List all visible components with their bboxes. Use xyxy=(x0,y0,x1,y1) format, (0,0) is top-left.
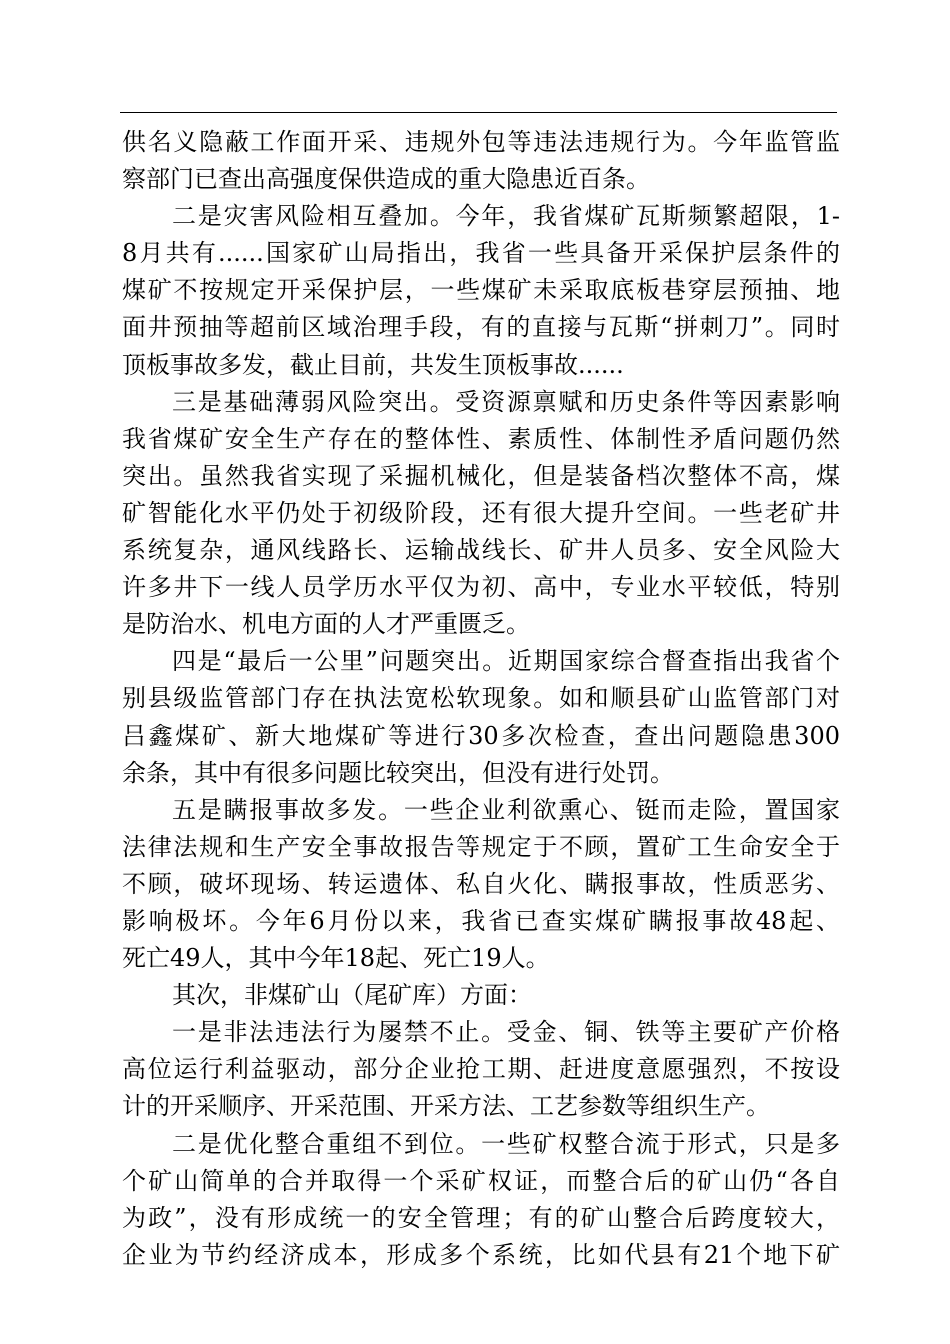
text-line: 供名义隐蔽工作面开采、违规外包等违法违规行为。今年监管监 xyxy=(122,128,840,156)
paragraph-first-line: 二是灾害风险相互叠加。今年，我省煤矿瓦斯频繁超限，1- xyxy=(172,202,840,231)
text-line: 突出。虽然我省实现了采掘机械化，但是装备档次整体不高，煤 xyxy=(122,461,840,490)
text-line: 为政”，没有形成统一的安全管理；有的矿山整合后跨度较大， xyxy=(122,1203,840,1232)
text-line: 许多井下一线人员学历水平仅为初、高中，专业水平较低，特别 xyxy=(122,573,840,602)
text-line: 吕鑫煤矿、新大地煤矿等进行30多次检查，查出问题隐患300 xyxy=(122,721,840,750)
text-line: 煤矿不按规定开采保护层，一些煤矿未采取底板巷穿层预抽、地 xyxy=(122,276,840,305)
paragraph-first-line: 其次，非煤矿山（尾矿库）方面： xyxy=(172,981,532,1010)
text-line: 顶板事故多发，截止目前，共发生顶板事故...... xyxy=(122,350,624,379)
text-line: 死亡49人，其中今年18起、死亡19人。 xyxy=(122,944,550,973)
text-line: 矿智能化水平仍处于初级阶段，还有很大提升空间。一些老矿井 xyxy=(122,498,840,527)
paragraph-first-line: 四是“最后一公里”问题突出。近期国家综合督查指出我省个 xyxy=(172,647,840,676)
text-line: 面井预抽等超前区域治理手段，有的直接与瓦斯“拼刺刀”。同时 xyxy=(122,313,840,342)
text-line: 企业为节约经济成本，形成多个系统，比如代县有21个地下矿 xyxy=(122,1240,840,1269)
text-line: 系统复杂，通风线路长、运输战线长、矿井人员多、安全风险大 xyxy=(122,536,840,565)
text-line: 影响极坏。今年6月份以来，我省已查实煤矿瞒报事故48起、 xyxy=(122,906,840,935)
text-line: 是防治水、机电方面的人才严重匮乏。 xyxy=(122,610,530,639)
document-body xyxy=(122,124,840,1274)
paragraph-first-line: 二是优化整合重组不到位。一些矿权整合流于形式，只是多 xyxy=(172,1129,840,1158)
paragraph-first-line: 一是非法违法行为屡禁不止。受金、铜、铁等主要矿产价格 xyxy=(172,1018,840,1047)
text-line: 不顾，破坏现场、转运遗体、私自火化、瞒报事故，性质恶劣、 xyxy=(122,869,840,898)
text-line: 察部门已查出高强度保供造成的重大隐患近百条。 xyxy=(122,165,650,194)
text-line: 法律法规和生产安全事故报告等规定于不顾，置矿工生命安全于 xyxy=(122,832,840,861)
text-line: 计的开采顺序、开采范围、开采方法、工艺参数等组织生产。 xyxy=(122,1092,770,1121)
paragraph-first-line: 五是瞒报事故多发。一些企业利欲熏心、铤而走险，置国家 xyxy=(172,795,840,824)
text-line: 别县级监管部门存在执法宽松软现象。如和顺县矿山监管部门对 xyxy=(122,684,840,713)
text-line: 高位运行利益驱动，部分企业抢工期、赶进度意愿强烈，不按设 xyxy=(122,1055,840,1084)
text-line: 我省煤矿安全生产存在的整体性、素质性、体制性矛盾问题仍然 xyxy=(122,424,840,453)
header-rule xyxy=(120,112,837,113)
paragraph-first-line: 三是基础薄弱风险突出。受资源禀赋和历史条件等因素影响 xyxy=(172,387,840,416)
text-line: 8月共有......国家矿山局指出，我省一些具备开采保护层条件的 xyxy=(122,239,840,268)
text-line: 个矿山简单的合并取得一个采矿权证，而整合后的矿山仍“各自 xyxy=(122,1166,840,1195)
text-line: 余条，其中有很多问题比较突出，但没有进行处罚。 xyxy=(122,758,674,787)
